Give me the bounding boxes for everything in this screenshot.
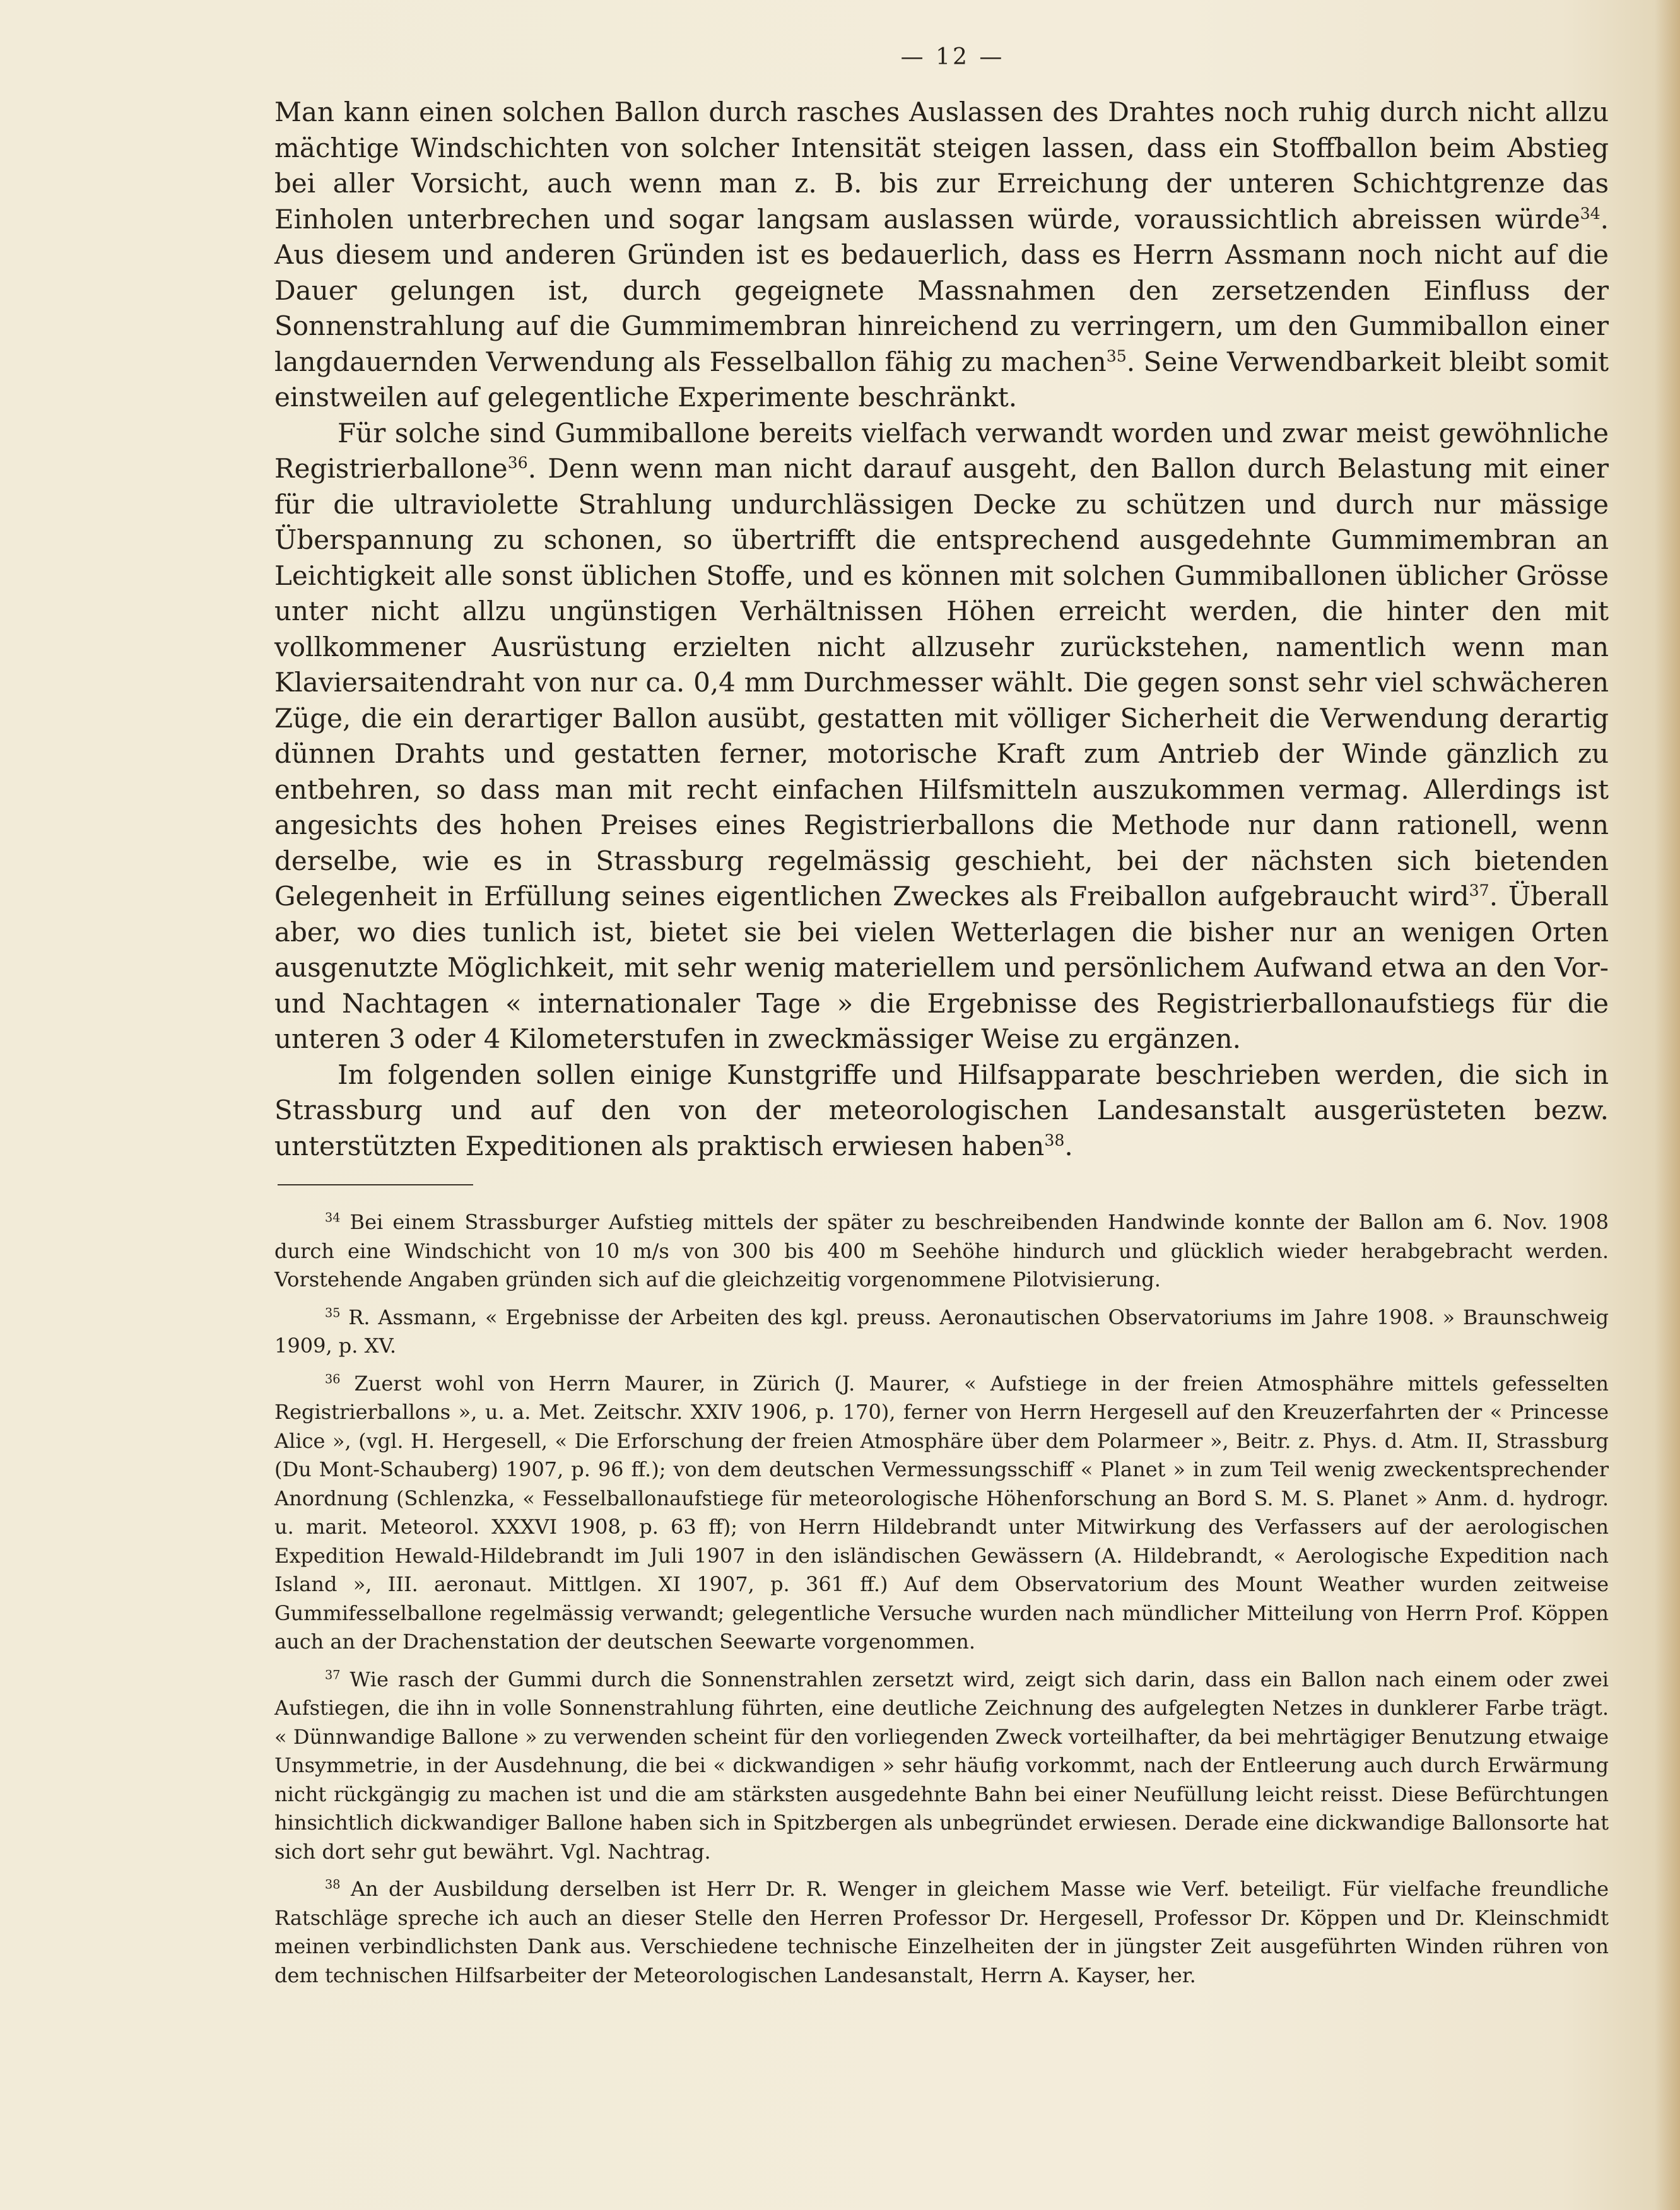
footnote-text: R. Assmann, « Ergebnisse der Arbeiten des kgl. preuss. Aeronautischen Observatoriums im Jahre 1908. » Braunschweig 1909, p. XV. (274, 1305, 1609, 1358)
footnote-ref-34: 34 (1580, 204, 1601, 223)
footnote-37 (274, 1666, 1609, 1867)
footnote-ref-38: 38 (1044, 1131, 1065, 1149)
footnote-text: An der Ausbildung derselben ist Herr Dr. R. Wenger in gleichem Masse wie Verf. beteiligt. Für vielfache freundliche Ratschläge spreche ich auch an dieser Stelle den Herren Professor Dr. Hergesell, Professor Dr. Köppen und Dr. Kleinschmidt meinen verbindlichsten Dank aus. Verschiedene technische Einzelheiten der in jüngster Zeit ausgeführten Winden rühren von dem technischen Hilfsarbeiter der Meteorologischen Landesanstalt, Herrn A. Kayser, her. (274, 1877, 1609, 1987)
page-number: — 12 — (900, 44, 1005, 70)
paragraph-1-text-a: Man kann einen solchen Ballon durch rasches Auslassen des Drahtes noch ruhig durch nicht allzu mächtige Windschichten von solcher Intensität steigen lassen, dass ein Stoffballon beim Abstieg bei aller Vorsicht, auch wenn man z. B. bis zur Erreichung der unteren Schichtgrenze das Einholen unterbrechen und sogar langsam auslassen würde, voraussichtlich abreissen würde (274, 97, 1609, 235)
paragraph-2 (274, 416, 1609, 1057)
footnote-number: 35 (325, 1305, 341, 1320)
footnote-number: 37 (325, 1667, 341, 1682)
paragraph-3-text-a: Im folgenden sollen einige Kunstgriffe und Hilfsapparate beschrieben werden, die sich in Strassburg und auf den von der meteorologischen Landesanstalt ausgerüsteten bezw. unterstützten Expeditionen als praktisch erwiesen haben (274, 1059, 1609, 1161)
footnote-text: Zuerst wohl von Herrn Maurer, in Zürich (J. Maurer, « Aufstiege in der freien Atmosphähre mittels gefesselten Registrierballons », u. a. Met. Zeitschr. XXIV 1906, p. 170), ferner von Herrn Hergesell auf den Kreuzerfahrten der « Princesse Alice », (vgl. H. Hergesell, « Die Erforschung der freien Atmosphäre über dem Polarmeer », Beitr. z. Phys. d. Atm. II, Strassburg (Du Mont-Schauberg) 1907, p. 96 ff.); von dem deutschen Vermessungsschiff « Planet » in zum Teil wenig zweckentsprechender Anordnung (Schlenzka, « Fesselballonaufstiege für meteorologische Höhenforschung an Bord S. M. S. Planet » Anm. d. hydrogr. u. marit. Meteorol. XXXVI 1908, p. 63 ff); von Herrn Hildebrandt unter Mitwirkung des Verfassers auf der aerologischen Expedition Hewald-Hildebrandt im Juli 1907 in den isländischen Gewässern (A. Hildebrandt, « Aerologische Expedition nach Island », III. aeronaut. Mittlgen. XI 1907, p. 361 ff.) Auf dem Observatorium des Mount Weather wurden zeitweise Gummifesselballone regelmässig verwandt; gelegentliche Versuche wurden nach mündlicher Mitteilung von Herrn Prof. Köppen auch an der Drachenstation der deutschen Seewarte vorgenommen. (274, 1371, 1609, 1654)
footnote-ref-35: 35 (1106, 346, 1127, 365)
footnote-35 (274, 1303, 1609, 1361)
footnote-text: Wie rasch der Gummi durch die Sonnenstrahlen zersetzt wird, zeigt sich darin, dass ein Ballon nach einem oder zwei Aufstiegen, die ihn in volle Sonnenstrahlung führten, eine deutliche Zeichnung des aufgelegten Netzes in dunklerer Farbe trägt. « Dünnwandige Ballone » zu verwenden scheint für den vorliegenden Zweck vorteilhafter, da bei mehrtägiger Benutzung etwaige Unsymmetrie, in der Ausdehnung, die bei « dickwandigen » sehr häufig vorkommt, nach der Entleerung auch durch Erwärmung nicht rückgängig zu machen ist und die am stärksten ausgedehnte Bahn bei einer Neufüllung leicht reisst. Diese Befürchtungen hinsichtlich dickwandiger Ballone haben sich in Spitzbergen als unbegründet erwiesen. Derade eine dickwandige Ballonsorte hat sich dort sehr gut bewährt. Vgl. Nachtrag. (274, 1667, 1609, 1864)
footnote-text: Bei einem Strassburger Aufstieg mittels der später zu beschreibenden Handwinde konnte der Ballon am 6. Nov. 1908 durch eine Windschicht von 10 m/s von 300 bis 400 m Seehöhe hindurch und glücklich wieder herabgebracht werden. Vorstehende Angaben gründen sich auf die gleichzeitig vorgenommene Pilotvisierung. (274, 1210, 1609, 1291)
footnote-36 (274, 1370, 1609, 1657)
paragraph-2-text-a: Für solche sind Gummiballone bereits vielfach verwandt worden und zwar meist gewöhnliche Registrierballone (274, 417, 1609, 484)
footnote-ref-36: 36 (507, 454, 528, 472)
footnote-ref-37: 37 (1469, 881, 1489, 900)
paragraph-2-text-c: . Überall aber, wo dies tunlich ist, bietet sie bei vielen Wetterlagen die bisher nur an wenigen Orten ausgenutzte Möglichkeit, mit sehr wenig materiellem und persönlichem Aufwand etwa an den Vor- und Nachtagen « internationaler Tage » die Ergebnisse des Registrierballonaufstiegs für die unteren 3 oder 4 Kilometerstufen in zweckmässiger Weise zu ergänzen. (274, 881, 1609, 1054)
paragraph-1-text-b: . Aus diesem und anderen Gründen ist es bedauerlich, dass es Herrn Assmann noch nicht auf die Dauer gelungen ist, durch gegeignete Massnahmen den zersetzenden Einfluss der Sonnenstrahlung auf die Gummimembran hinreichend zu verringern, um den Gummiballon einer langdauernden Verwendung als Fesselballon fähig zu machen (274, 203, 1609, 377)
paragraph-3 (274, 1057, 1609, 1165)
paragraph-1 (274, 95, 1609, 416)
footnote-divider (278, 1184, 473, 1185)
paragraph-2-text-b: . Denn wenn man nicht darauf ausgeht, den Ballon durch Belastung mit einer für die ultraviolette Strahlung undurchlässigen Decke zu schützen und durch nur mässige Überspannung zu schonen, so übertrifft die entsprechend ausgedehnte Gummimembran an Leichtigkeit alle sonst üblichen Stoffe, und es können mit solchen Gummiballonen üblicher Grösse unter nicht allzu ungünstigen Verhältnissen Höhen erreicht werden, die hinter den mit vollkommener Ausrüstung erzielten nicht allzusehr zurückstehen, namentlich wenn man Klaviersaitendraht von nur ca. 0,4 mm Durchmesser wählt. Die gegen sonst sehr viel schwächeren Züge, die ein derartiger Ballon ausübt, gestatten mit völliger Sicherheit die Verwendung derartig dünnen Drahts und gestatten ferner, motorische Kraft zum Antrieb der Winde gänzlich zu entbehren, so dass man mit recht einfachen Hilfsmitteln auszukommen vermag. Allerdings ist angesichts des hohen Preises eines Registrierballons die Methode nur dann rationell, wenn derselbe, wie es in Strassburg regelmässig geschieht, bei der nächsten sich bietenden Gelegenheit in Erfüllung seines eigentlichen Zweckes als Freiballon aufgebraucht wird (274, 453, 1609, 912)
footnote-38 (274, 1875, 1609, 1990)
body-text (274, 95, 1609, 1164)
footnote-number: 34 (325, 1210, 341, 1225)
footnote-number: 36 (325, 1371, 341, 1386)
footnote-34 (274, 1208, 1609, 1295)
paragraph-1-text-c: . Seine Verwendbarkeit bleibt somit einstweilen auf gelegentliche Experimente beschränkt. (274, 346, 1609, 413)
footnote-number: 38 (325, 1877, 341, 1892)
footnotes (274, 1208, 1609, 1999)
paragraph-3-text-b: . (1064, 1130, 1073, 1161)
